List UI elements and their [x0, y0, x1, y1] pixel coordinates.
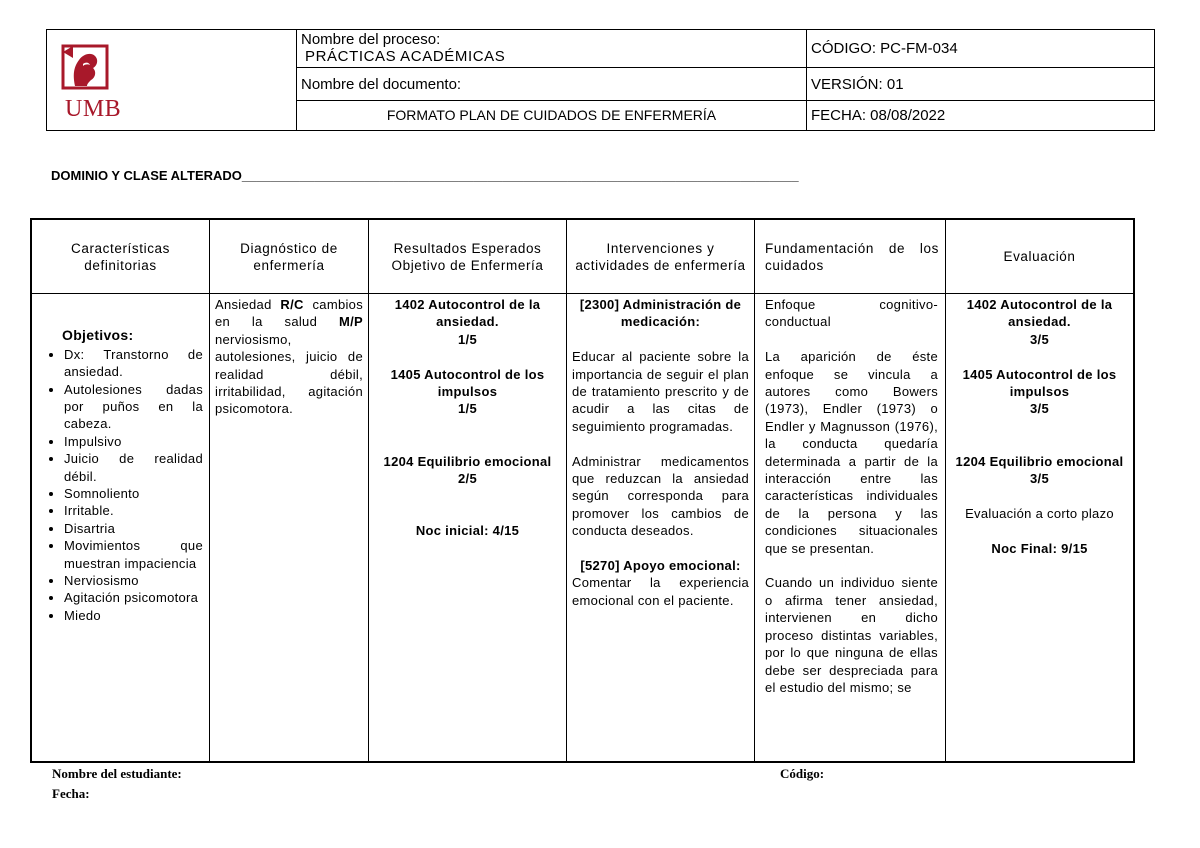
col-resultados: [369, 220, 567, 761]
header-resultados: Resultados Esperados Objetivo de Enfermería: [369, 220, 566, 294]
col-evaluacion: [946, 220, 1133, 761]
list-item: • Impulsivo: [64, 433, 203, 450]
col-diagnostico: [210, 220, 369, 761]
evaluacion-2-score: 3/5: [1030, 401, 1049, 417]
process-label: Nombre del proceso:: [301, 31, 441, 48]
dominio-line: DOMINIO Y CLASE ALTERADO_____________________________________________________________________________: [51, 168, 799, 183]
meta-column: [807, 30, 1154, 130]
student-name-label: Nombre del estudiante:: [52, 766, 182, 781]
evaluacion-1-title: 1402 Autocontrol de la ansiedad.: [966, 297, 1113, 330]
evaluacion-3-score: 3/5: [1030, 471, 1049, 487]
list-item: • Autolesiones dadas por puños en la cabeza.: [64, 381, 203, 433]
list-item: • Movimientos que muestran impaciencia: [64, 537, 203, 572]
noc-final: Noc Final: 9/15: [991, 540, 1088, 556]
date-field: FECHA: 08/08/2022: [811, 107, 946, 124]
logo-text: UMB: [65, 96, 122, 122]
list-item: • Juicio de realidad débil.: [64, 450, 203, 485]
col-fundamentacion: [755, 220, 946, 761]
intervencion-2-p1: Comentar la experiencia emocional con el paciente.: [572, 575, 749, 608]
objetivos-list: [40, 346, 203, 625]
header-evaluacion: Evaluación: [946, 220, 1133, 294]
code-field: CÓDIGO: PC-FM-034: [807, 30, 1154, 68]
list-item: • Miedo: [64, 607, 203, 624]
header-fundamentacion: Fundamentación de los cuidados: [755, 220, 945, 294]
objetivos-title: Objetivos:: [62, 327, 134, 344]
evaluacion-plazo: Evaluación a corto plazo: [965, 505, 1114, 521]
evaluacion-3-title: 1204 Equilibrio emocional: [955, 453, 1124, 469]
version-field: VERSIÓN: 01: [807, 68, 1154, 101]
caracteristicas-body: [32, 294, 209, 761]
logo-cell: [47, 30, 297, 130]
list-item: • Irritable.: [64, 502, 203, 519]
date-label: Fecha:: [52, 786, 90, 801]
resultados-body: [369, 294, 566, 761]
resultado-3-title: 1204 Equilibrio emocional: [383, 453, 552, 469]
resultado-3-score: 2/5: [458, 471, 477, 487]
resultado-1-title: 1402 Autocontrol de la ansiedad.: [394, 297, 541, 330]
col-intervenciones: [567, 220, 755, 761]
umb-logo-icon: [61, 42, 113, 94]
header-diagnostico: Diagnóstico de enfermería: [210, 220, 368, 294]
evaluacion-body: [946, 294, 1133, 761]
diagnostico-mp: M/P: [338, 314, 363, 330]
col-caracteristicas: [32, 220, 210, 761]
fundamentacion-p3: Cuando un individuo siente o afirma tener ansiedad, intervienen en dicho proceso distintas variables, por lo que ninguna de ellas debe ser despreciada para el estudio del mismo; se: [765, 575, 938, 695]
intervencion-1-p2: Administrar medicamentos que reduzcan la ansiedad según corresponda para promover los cambios de conducta deseados.: [572, 453, 749, 539]
resultado-2-score: 1/5: [458, 401, 477, 417]
intervencion-2-title: [5270] Apoyo emocional:: [580, 558, 741, 574]
care-plan-table: [30, 218, 1135, 763]
resultado-1-score: 1/5: [458, 331, 477, 347]
list-item: • Dx: Transtorno de ansiedad.: [64, 346, 203, 381]
diagnostico-rc: R/C: [280, 297, 304, 312]
noc-inicial: Noc inicial: 4/15: [415, 523, 520, 539]
diagnostico-text-3: nerviosismo, autolesiones, juicio de realidad débil, irritabilidad, agitación psicomotora.: [215, 331, 363, 417]
fundamentacion-body: [755, 294, 945, 761]
diagnostico-body: [210, 294, 368, 761]
list-item: • Disartria: [64, 520, 203, 537]
fundamentacion-p2: La aparición de éste enfoque se vincula a autores como Bowers (1973), Endler (1973) o Endler y Magnusson (1976), la conducta quedaría determinada a partir de la interacción entre las características individuales de la persona y las condiciones situacionales que se presentan.: [765, 349, 938, 556]
process-row: [297, 30, 806, 68]
student-code-label: Código:: [780, 766, 825, 781]
fundamentacion-p1: Enfoque cognitivo-conductual: [765, 297, 938, 330]
document-header: [46, 29, 1155, 131]
evaluacion-1-score: 3/5: [1030, 331, 1049, 347]
intervencion-1-title: [2300] Administración de medicación:: [579, 297, 742, 330]
intervencion-1-p1: Educar al paciente sobre la importancia de seguir el plan de tratamiento prescrito y de acudir a las citas de seguimiento programadas.: [572, 349, 749, 434]
list-item: • Nerviosismo: [64, 572, 203, 589]
header-intervenciones: Intervenciones y actividades de enfermería: [567, 220, 754, 294]
document-label: Nombre del documento:: [297, 68, 806, 101]
header-caracteristicas: Características definitorias: [32, 220, 209, 294]
intervenciones-body: [567, 294, 754, 761]
document-value: FORMATO PLAN DE CUIDADOS DE ENFERMERÍA: [386, 107, 717, 123]
diagnostico-text-1: Ansiedad: [215, 297, 281, 312]
evaluacion-2-title: 1405 Autocontrol de los impulsos: [962, 366, 1117, 400]
resultado-2-title: 1405 Autocontrol de los impulsos: [390, 366, 545, 400]
process-value: PRÁCTICAS ACADÉMICAS: [305, 48, 506, 65]
list-item: • Somnoliento: [64, 485, 203, 502]
diagnostico-text-2: cambios en la salud: [215, 297, 363, 330]
list-item: • Agitación psicomotora: [64, 589, 203, 606]
process-column: [297, 30, 807, 130]
